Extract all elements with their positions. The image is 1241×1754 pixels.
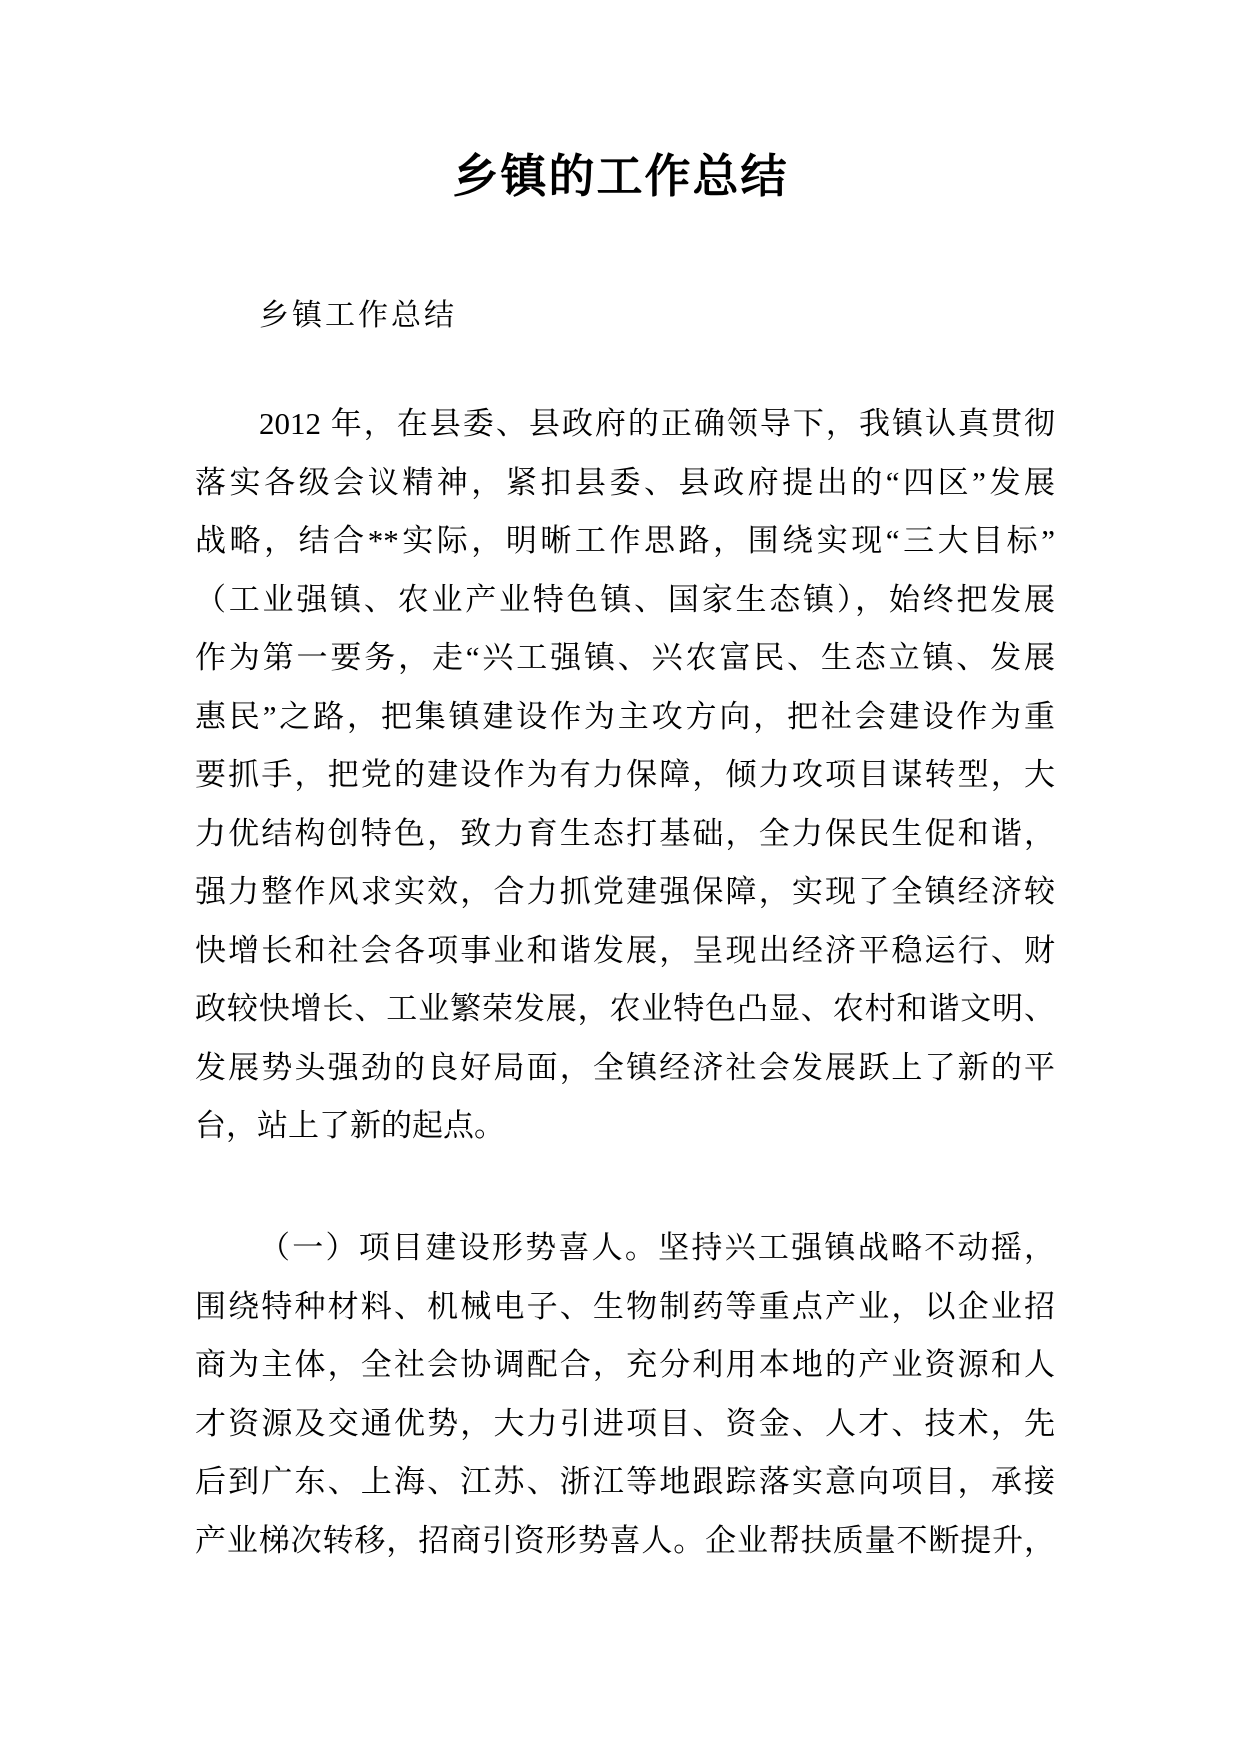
text-line: 作为第一要务，走“兴工强镇、兴农富民、生态立镇、发展 — [195, 640, 1055, 675]
text-line: 力优结构创特色，致力育生态打基础，全力保民生促和谐， — [195, 815, 1055, 851]
text-line: 围绕特种材料、机械电子、生物制药等重点产业，以企业招 — [195, 1288, 1055, 1324]
text-line: 惠民”之路，把集镇建设作为主攻方向，把社会建设作为重 — [195, 698, 1055, 734]
text-line: 台，站上了新的起点。 — [195, 1108, 505, 1143]
paragraph-intro — [195, 395, 1055, 1156]
document-title: 乡镇的工作总结 — [452, 151, 789, 202]
text-line: 强力整作风求实效，合力抓党建强保障，实现了全镇经济较 — [195, 874, 1055, 909]
text-line: 战略，结合**实际，明晰工作思路，围绕实现“三大目标” — [195, 523, 1055, 558]
text-line: 产业梯次转移，招商引资形势喜人。企业帮扶质量不断提升， — [195, 1522, 1055, 1558]
paragraph-section-one — [195, 1219, 1055, 1570]
text-line: 要抓手，把党的建设作为有力保障，倾力攻项目谋转型，大 — [195, 757, 1055, 792]
document-subtitle: 乡镇工作总结 — [259, 299, 457, 332]
text-line: （工业强镇、农业产业特色镇、国家生态镇），始终把发展 — [195, 581, 1055, 617]
text-line: 快增长和社会各项事业和谐发展，呈现出经济平稳运行、财 — [195, 932, 1055, 968]
text-line: 发展势头强劲的良好局面，全镇经济社会发展跃上了新的平 — [195, 1049, 1055, 1085]
text-line: 落实各级会议精神，紧扣县委、县政府提出的“四区”发展 — [195, 464, 1055, 500]
text-line: 2012 年，在县委、县政府的正确领导下，我镇认真贯彻 — [259, 406, 1055, 441]
text-line: 后到广东、上海、江苏、浙江等地跟踪落实意向项目，承接 — [195, 1464, 1055, 1499]
text-line: （一）项目建设形势喜人。坚持兴工强镇战略不动摇， — [259, 1230, 1055, 1265]
text-line: 商为主体，全社会协调配合，充分利用本地的产业资源和人 — [195, 1347, 1055, 1382]
text-line: 才资源及交通优势，大力引进项目、资金、人才、技术，先 — [195, 1405, 1055, 1441]
text-line: 政较快增长、工业繁荣发展，农业特色凸显、农村和谐文明、 — [195, 991, 1055, 1026]
